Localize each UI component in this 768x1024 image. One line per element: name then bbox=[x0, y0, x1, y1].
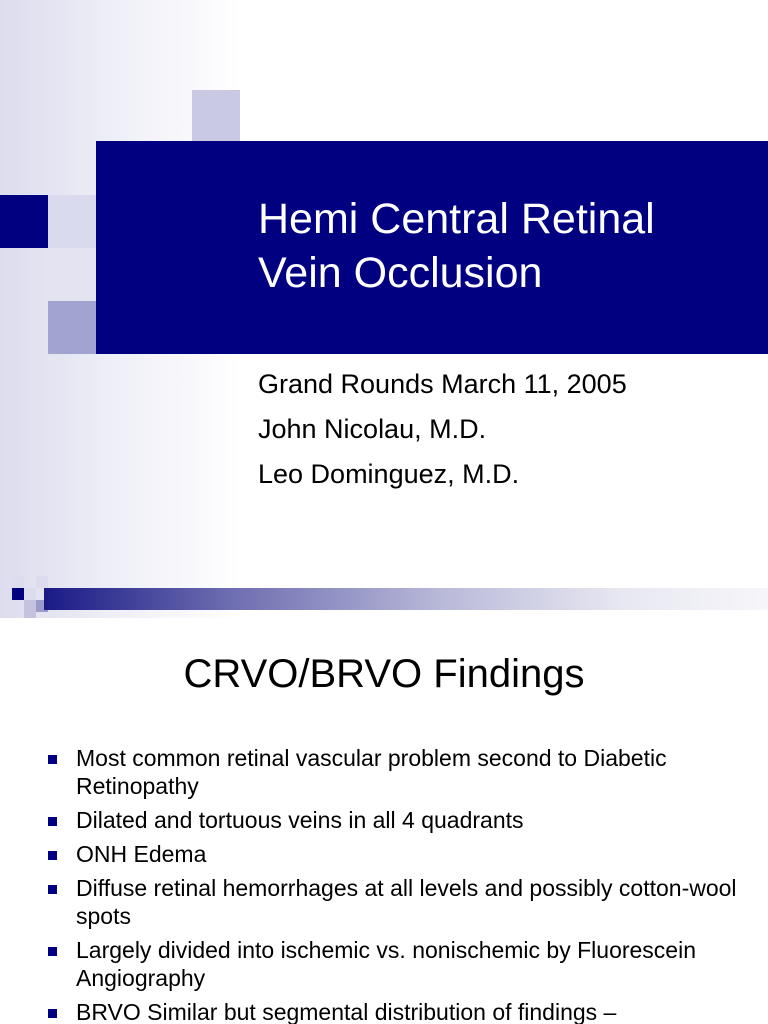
bullet-text: Dilated and tortuous veins in all 4 quadrants bbox=[76, 807, 524, 833]
content-slide bbox=[0, 618, 768, 1024]
square-bullet-icon bbox=[48, 885, 57, 894]
slide-title bbox=[258, 192, 758, 300]
bullet-text: BRVO Similar but segmental distribution of findings – bbox=[76, 999, 617, 1024]
bullet-item bbox=[48, 744, 748, 800]
divider-gradient-bar bbox=[44, 588, 768, 610]
decorative-square bbox=[192, 90, 240, 142]
divider-square bbox=[12, 576, 24, 588]
divider-square bbox=[24, 600, 36, 612]
bullet-text: Largely divided into ischemic vs. nonischemic by Fluorescein Angiography bbox=[76, 937, 697, 991]
bullet-text: ONH Edema bbox=[76, 841, 207, 867]
decorative-square bbox=[48, 248, 96, 301]
square-bullet-icon bbox=[48, 755, 57, 764]
square-bullet-icon bbox=[48, 851, 57, 860]
bullet-item bbox=[48, 998, 748, 1024]
divider-square bbox=[12, 588, 24, 600]
bullet-text: Diffuse retinal hemorrhages at all levels and possibly cotton-wool spots bbox=[76, 875, 737, 929]
slide-subtitle bbox=[258, 362, 627, 497]
bullet-item bbox=[48, 936, 748, 992]
bullet-item bbox=[48, 840, 748, 868]
bullet-item bbox=[48, 874, 748, 930]
divider-square bbox=[36, 576, 48, 588]
square-bullet-icon bbox=[48, 1009, 57, 1018]
subtitle-line: Grand Rounds March 11, 2005 bbox=[258, 369, 627, 399]
decorative-square bbox=[48, 195, 96, 248]
title-band-left-block bbox=[0, 195, 48, 248]
bullet-list bbox=[48, 744, 748, 1024]
bullet-item bbox=[48, 806, 748, 834]
subtitle-line: John Nicolau, M.D. bbox=[258, 414, 487, 444]
divider-square bbox=[24, 588, 36, 600]
slide-title-line-2: Vein Occlusion bbox=[258, 249, 543, 297]
bullet-text: Most common retinal vascular problem second to Diabetic Retinopathy bbox=[76, 745, 667, 799]
content-slide-title: CRVO/BRVO Findings bbox=[183, 652, 585, 696]
square-bullet-icon bbox=[48, 947, 57, 956]
subtitle-line: Leo Dominguez, M.D. bbox=[258, 459, 520, 489]
slide-title-line-1: Hemi Central Retinal bbox=[258, 195, 655, 243]
decorative-square bbox=[48, 301, 96, 354]
square-bullet-icon bbox=[48, 817, 57, 826]
